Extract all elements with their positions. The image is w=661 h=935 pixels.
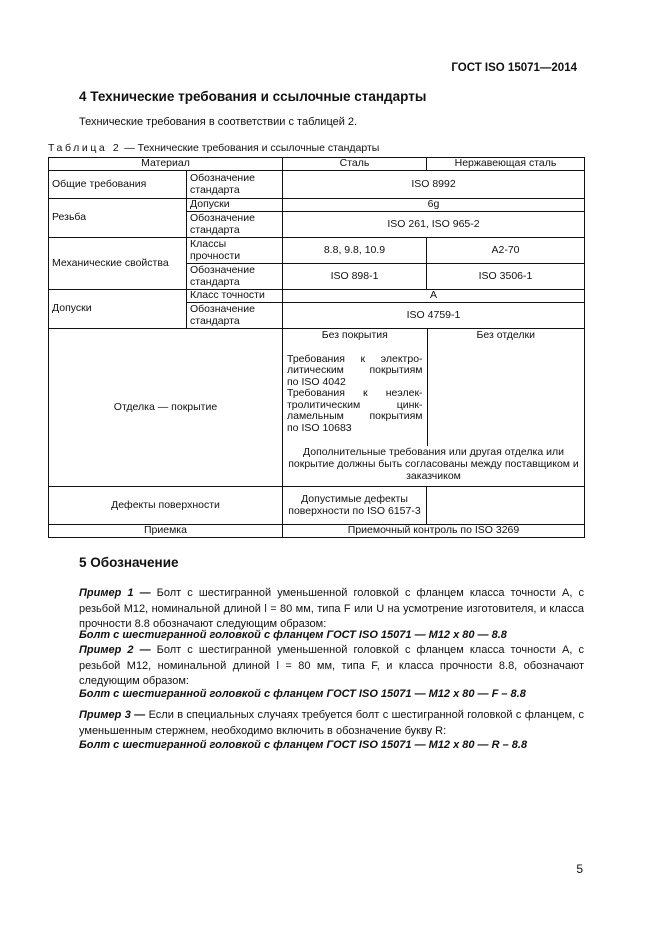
- table-caption-text: — Технические требования и ссылочные стандарты: [124, 142, 380, 154]
- tolerances-val1: A: [283, 290, 585, 303]
- example-1-text: Болт с шестигранной уменьшенной головкой с фланцем класса точности A, с резьбой M12, номинальной длиной l = 80 мм, типа F или U на усмотрение изготовителя, и класса прочности 8.8 обозначают следующим образом:: [79, 587, 584, 630]
- example-2: [79, 643, 584, 690]
- header-stainless: Нержавеющая сталь: [427, 158, 585, 171]
- section-4-intro: Технические требования в соответствии с таблицей 2.: [79, 116, 358, 128]
- section-5-title: 5 Обозначение: [79, 555, 179, 570]
- requirements-table: [48, 157, 585, 538]
- finish-stainless: [427, 329, 584, 446]
- page-number: 5: [576, 862, 583, 876]
- mech-steel2: ISO 898-1: [283, 264, 427, 290]
- mech-sub1: Классы прочности: [187, 238, 283, 264]
- header-material: Материал: [49, 158, 283, 171]
- table-row: [49, 199, 585, 212]
- thread-label: Резьба: [49, 199, 187, 238]
- mech-sub2: Обозначение стандарта: [187, 264, 283, 290]
- defects-value: Допустимые дефекты поверхности по ISO 6157-3: [283, 487, 427, 525]
- mech-stainless1: A2-70: [427, 238, 585, 264]
- general-sub: Обозначение стандарта: [187, 171, 283, 199]
- thread-sub1: Допуски: [187, 199, 283, 212]
- acceptance-value: Приемочный контроль по ISO 3269: [283, 525, 585, 538]
- finish-req2-line: по ISO 10683: [287, 421, 352, 434]
- tolerances-sub1: Класс точности: [187, 290, 283, 303]
- table-header-row: [49, 158, 585, 171]
- tolerances-val2: ISO 4759-1: [283, 303, 585, 329]
- example-3-text: Если в специальных случаях требуется болт с шестигранной головкой с фланцем, с уменьшенным стержнем, необходимо включить в обозначение букву R:: [79, 709, 584, 737]
- example-3-designation: Болт с шестигранной головкой с фланцем ГОСТ ISO 15071 — M12 x 80 — R – 8.8: [79, 739, 528, 751]
- general-value: ISO 8992: [283, 171, 585, 199]
- acceptance-label: Приемка: [49, 525, 283, 538]
- table-row: [49, 487, 585, 525]
- table-row: [49, 329, 585, 487]
- header-steel: Сталь: [283, 158, 427, 171]
- finish-req1-line: по ISO 4042: [287, 375, 346, 388]
- tolerances-label: Допуски: [49, 290, 187, 329]
- example-3-label: Пример 3 —: [79, 709, 146, 721]
- example-3: [79, 708, 584, 739]
- general-label: Общие требования: [49, 171, 187, 199]
- thread-val2: ISO 261, ISO 965-2: [283, 212, 585, 238]
- finish-cell: [283, 329, 585, 487]
- section-4-title: 4 Технические требования и ссылочные стандарты: [79, 89, 427, 104]
- defects-empty: [427, 487, 585, 525]
- example-1-label: Пример 1 —: [79, 587, 151, 599]
- mech-steel1: 8.8, 9.8, 10.9: [283, 238, 427, 264]
- finish-req2-line: тролитическим цинк-: [287, 398, 423, 411]
- example-1: [79, 586, 584, 633]
- table-caption-label: Таблица 2: [48, 142, 122, 154]
- table-row: [49, 171, 585, 199]
- finish-req1-line: Требования к электро-: [287, 352, 423, 365]
- example-1-designation: Болт с шестигранной головкой с фланцем ГОСТ ISO 15071 — M12 x 80 — 8.8: [79, 629, 507, 641]
- finish-steel-head: Без покрытия: [321, 329, 388, 341]
- finish-note: Дополнительные требования или другая отделка или покрытие должны быть согласованы между поставщиком и заказчиком: [288, 446, 579, 482]
- finish-steel: [283, 329, 427, 446]
- thread-val1: 6g: [283, 199, 585, 212]
- finish-req2-line: Требования к неэлек-: [287, 387, 423, 399]
- finish-label: Отделка — покрытие: [49, 329, 283, 487]
- defects-label: Дефекты поверхности: [49, 487, 283, 525]
- table-row: [49, 525, 585, 538]
- example-2-text: Болт с шестигранной уменьшенной головкой с фланцем класса точности A, с резьбой M12, номинальной длиной l = 80 мм, типа F, и класса прочности 8.8, обозначают следующим образом:: [79, 644, 584, 687]
- table-row: [49, 290, 585, 303]
- example-2-label: Пример 2 —: [79, 644, 151, 656]
- mech-stainless2: ISO 3506-1: [427, 264, 585, 290]
- table-row: [49, 238, 585, 264]
- thread-sub2: Обозначение стандарта: [187, 212, 283, 238]
- tolerances-sub2: Обозначение стандарта: [187, 303, 283, 329]
- finish-req2-line: ламельным покрытиям: [287, 410, 423, 422]
- example-2-designation: Болт с шестигранной головкой с фланцем ГОСТ ISO 15071 — M12 x 80 — F – 8.8: [79, 688, 526, 700]
- standard-header: ГОСТ ISO 15071—2014: [451, 62, 577, 74]
- mech-label: Механические свойства: [49, 238, 187, 290]
- finish-stainless-head: Без отделки: [476, 329, 536, 341]
- table-caption: [48, 142, 379, 154]
- finish-req1-line: литическим покрытиям: [287, 364, 423, 376]
